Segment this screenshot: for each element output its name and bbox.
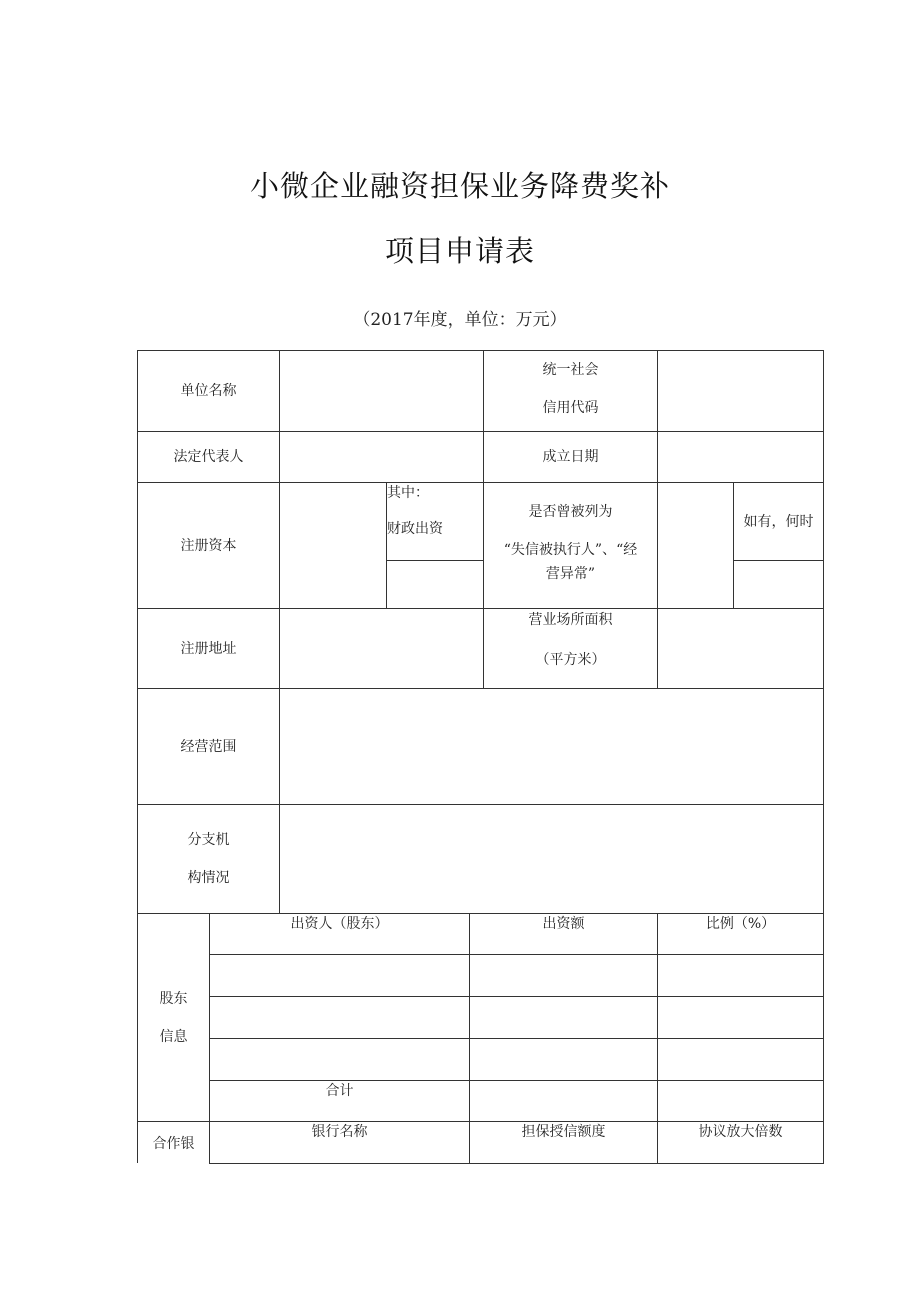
field-fiscal-capital[interactable] — [387, 561, 483, 608]
header-leverage-multiple: 协议放大倍数 — [698, 1124, 783, 1140]
field-registered-address[interactable] — [280, 609, 483, 688]
header-bank-name: 银行名称 — [311, 1124, 368, 1140]
header-guarantee-credit: 担保授信额度 — [521, 1124, 606, 1140]
field-investor-1[interactable] — [210, 955, 469, 996]
field-business-scope[interactable] — [280, 689, 823, 804]
label-total: 合计 — [325, 1083, 354, 1099]
document-title-line2: 项目申请表 — [384, 234, 535, 268]
label-registered-address: 注册地址 — [180, 640, 237, 657]
field-amount-1[interactable] — [470, 955, 657, 996]
field-investor-2[interactable] — [210, 997, 469, 1038]
header-amount: 出资额 — [542, 916, 585, 932]
field-amount-2[interactable] — [470, 997, 657, 1038]
field-founded-date[interactable] — [658, 432, 823, 482]
label-founded-date: 成立日期 — [542, 449, 599, 465]
label-partner-bank: 合作银 — [152, 1136, 195, 1152]
label-unit-name: 单位名称 — [180, 383, 237, 399]
field-if-yes-when[interactable] — [734, 561, 823, 608]
field-blacklist-status[interactable] — [658, 483, 733, 608]
label-business-area: 营业场所面积 （平方米） — [528, 612, 613, 668]
label-if-yes-when: 如有，何时 — [743, 513, 814, 530]
field-registered-capital[interactable] — [280, 483, 386, 608]
label-fiscal-capital: 其中： 财政出资 — [387, 485, 443, 537]
label-shareholder-info: 股东 信息 — [159, 990, 188, 1045]
field-branch-info[interactable] — [280, 805, 823, 913]
field-business-area[interactable] — [658, 609, 823, 688]
field-credit-code[interactable] — [658, 351, 823, 431]
field-ratio-2[interactable] — [658, 997, 823, 1038]
label-blacklist-status: 是否曾被列为 “失信被执行人”、“经 营异常” — [503, 503, 638, 582]
label-credit-code: 统一社会 信用代码 — [542, 362, 599, 416]
field-amount-3[interactable] — [470, 1039, 657, 1080]
field-ratio-3[interactable] — [658, 1039, 823, 1080]
label-legal-representative: 法定代表人 — [173, 449, 244, 465]
label-registered-capital: 注册资本 — [180, 537, 237, 554]
field-unit-name[interactable] — [280, 351, 483, 431]
document-subtitle: （2017年度，单位：万元） — [353, 310, 567, 330]
field-ratio-1[interactable] — [658, 955, 823, 996]
label-branch-info: 分支机 构情况 — [187, 832, 230, 886]
label-business-scope: 经营范围 — [180, 738, 237, 755]
header-investor: 出资人（股东） — [290, 916, 389, 932]
header-ratio: 比例（%） — [705, 916, 776, 932]
document-title-line1: 小微企业融资担保业务降费奖补 — [249, 169, 670, 203]
